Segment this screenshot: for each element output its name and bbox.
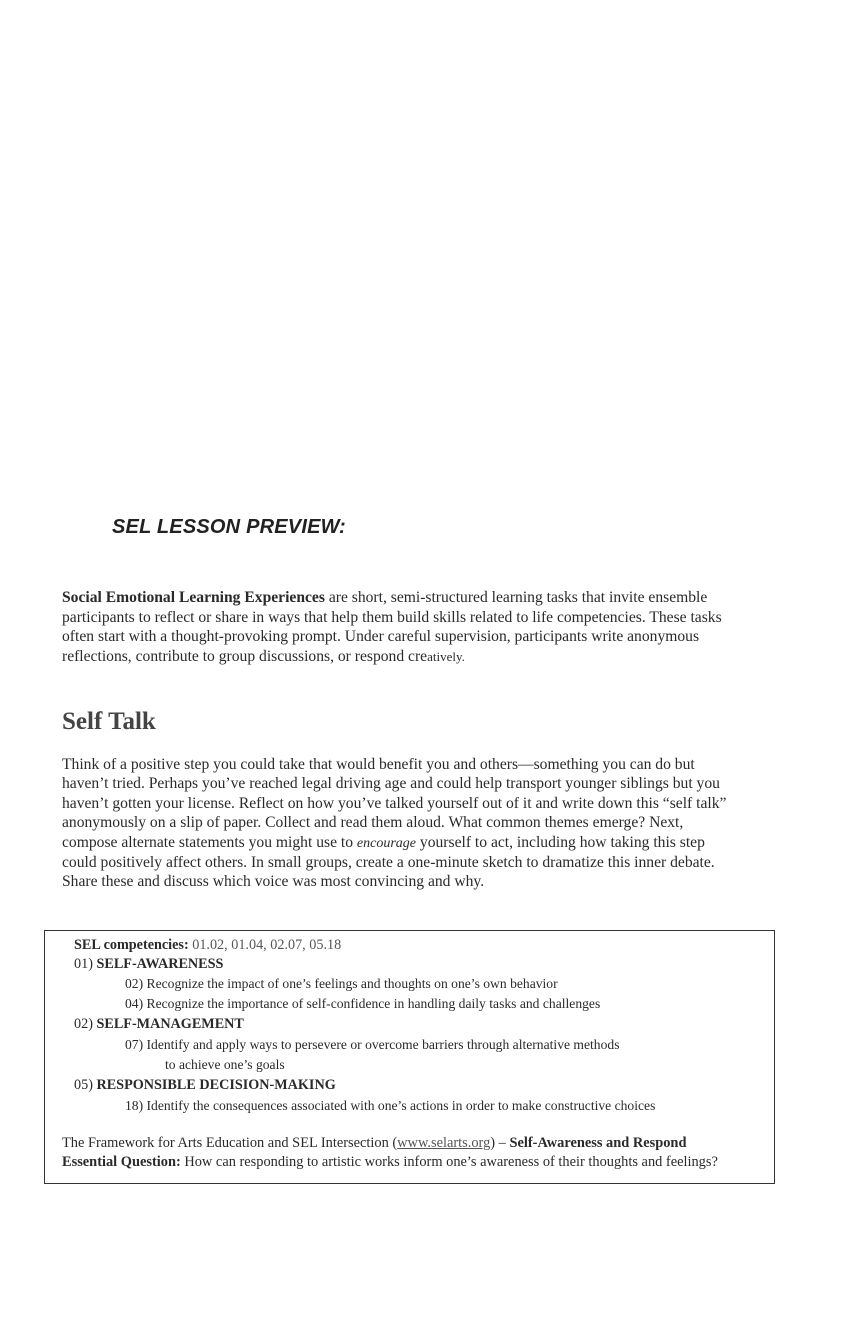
intro-tail: atively. [427, 648, 465, 664]
lesson-preview-heading: SEL LESSON PREVIEW: [112, 516, 346, 538]
competency-item: 07) Identify and apply ways to persevere or overcome barriers through alternative methods [125, 1037, 620, 1052]
framework-title: Self-Awareness and Respond [509, 1135, 687, 1151]
lesson-title: Self Talk [62, 708, 156, 735]
lesson-text-after: yourself to act, including how taking this step could positively affect others. In small groups, create a one-minute sketch to dramatize this inner debate. Share these and discuss which voice was most convincing and why. [62, 833, 715, 891]
competency-group-self-awareness [74, 955, 223, 973]
competencies-label: SEL competencies: [74, 937, 189, 953]
lesson-paragraph [62, 755, 742, 892]
competency-group-self-management [74, 1015, 244, 1033]
competency-item: 02) Recognize the impact of one’s feelings and thoughts on one’s own behavior [125, 976, 558, 991]
intro-paragraph [62, 588, 742, 666]
group-number: 01) [74, 956, 93, 972]
competencies-codes: 01.02, 01.04, 02.07, 05.18 [188, 937, 342, 953]
framework-link[interactable]: www.selarts.org [397, 1135, 491, 1151]
competency-group-responsible-decision-making [74, 1076, 336, 1094]
competency-item-continuation: to achieve one’s goals [165, 1057, 285, 1072]
essential-question-label: Essential Question: [62, 1154, 181, 1170]
intro-text: are short, semi-structured learning tasks that invite ensemble participants to reflect or share in ways that help them build skills related to life competencies. These tasks often start with a thought-provoking prompt. Under careful supervision, participants write anonymous reflections, contribute to group discussions, or respond cre [62, 589, 722, 665]
essential-question-line [62, 1153, 718, 1171]
competency-item: 18) Identify the consequences associated with one’s actions in order to make constructive choices [125, 1098, 656, 1113]
framework-prefix: The Framework for Arts Education and SEL Intersection ( [62, 1135, 398, 1151]
framework-line [62, 1134, 686, 1152]
lesson-emphasis: encourage [356, 835, 417, 851]
group-number: 02) [74, 1016, 93, 1032]
intro-lead: Social Emotional Learning Experiences [62, 589, 325, 606]
group-name: SELF-MANAGEMENT [96, 1016, 244, 1032]
competencies-box [44, 930, 775, 1184]
essential-question-text: How can responding to artistic works inform one’s awareness of their thoughts and feelings? [180, 1154, 718, 1170]
group-name: SELF-AWARENESS [96, 956, 224, 972]
competency-item: 04) Recognize the importance of self-confidence in handling daily tasks and challenges [125, 996, 601, 1011]
group-name: RESPONSIBLE DECISION-MAKING [96, 1077, 336, 1093]
competencies-header [74, 936, 341, 954]
group-number: 05) [74, 1077, 93, 1093]
framework-suffix: ) – [490, 1135, 510, 1151]
lesson-text-before: Think of a positive step you could take that would benefit you and others—something you can do but haven’t tried. Perhaps you’ve reached legal driving age and could help transport younger siblings but you haven’t gotten your license. Reflect on how you’ve talked yourself out of it and write down this “self talk” anonymously on a slip of paper. Collect and read them aloud. What common themes emerge? Next, compose alternate statements you might use to [62, 756, 727, 851]
